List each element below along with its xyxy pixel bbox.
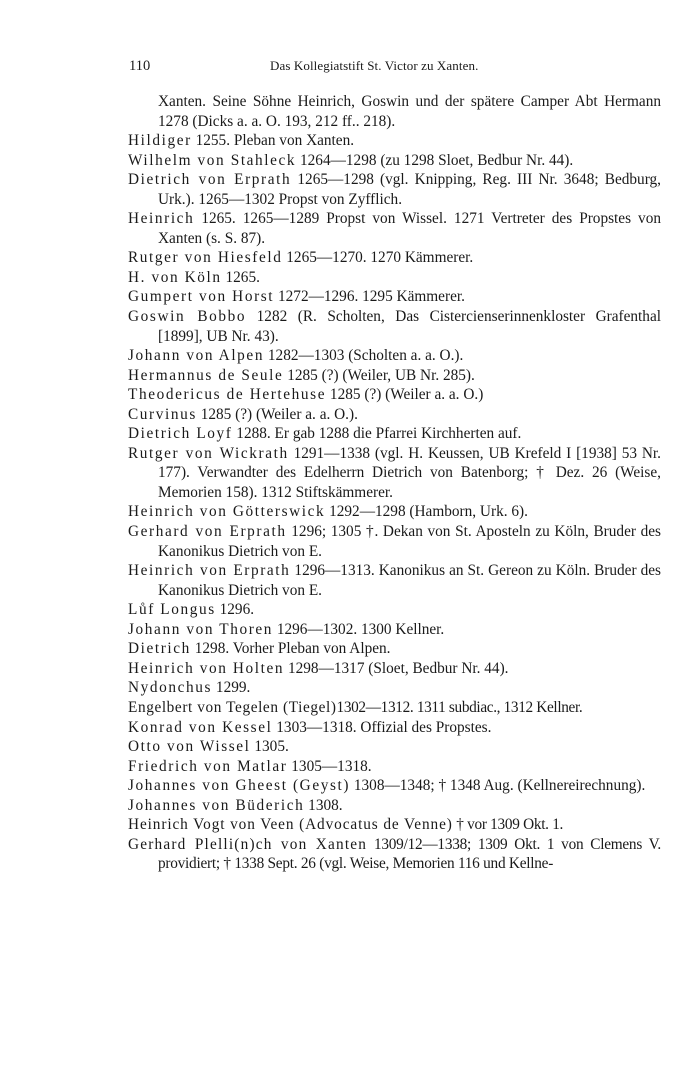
list-item <box>128 718 661 738</box>
list-item <box>128 835 661 874</box>
person-name: Dietrich von Erprath <box>128 171 292 189</box>
person-name: Johann von Alpen <box>128 347 265 365</box>
entry-text: 1305—1318. <box>287 757 372 775</box>
list-item <box>128 151 661 171</box>
list-item <box>128 502 661 522</box>
list-item <box>128 678 661 698</box>
list-item <box>128 639 661 659</box>
entry-text: 1285 (?) (Weiler, UB Nr. 285). <box>283 366 475 384</box>
entry-text: 1309/12—1338; 1309 Okt. 1 von Clemens V. providiert; † 1338 Sept. 26 (vgl. Weise, Memorien 116 und Kellne- <box>158 835 661 873</box>
entry-text: 1282—1303 (Scholten a. a. O.). <box>264 347 464 365</box>
entry-text: 1255. Pleban von Xanten. <box>191 132 355 150</box>
list-item <box>128 268 661 288</box>
list-item <box>128 522 661 561</box>
person-name: H. von Köln <box>128 268 222 286</box>
person-name: Heinrich von Götterswick <box>128 503 326 521</box>
person-name: Johannes von Büderich <box>128 796 305 814</box>
person-name: Gerhard Plelli(n)ch von Xanten <box>128 835 368 853</box>
entry-text: 1292—1298 (Hamborn, Urk. 6). <box>325 503 528 521</box>
page-number: 110 <box>129 58 151 74</box>
list-item <box>128 659 661 679</box>
entry-text: 1265. 1265—1289 Propst von Wissel. 1271 Vertreter des Propstes von Xanten (s. S. 87). <box>158 210 661 247</box>
person-name: Johannes von Gheest (Geyst) <box>128 777 351 795</box>
running-title: Das Kollegiatstift St. Victor zu Xanten. <box>270 58 479 73</box>
entry-text: 1296—1313. Kanonikus an St. Gereon zu Köln. Bruder des Kanonikus Dietrich von E. <box>158 562 661 599</box>
entry-text: 1296—1302. 1300 Kellner. <box>273 620 445 638</box>
list-item <box>128 600 661 620</box>
entry-text: 1305. <box>250 738 289 756</box>
entry-text: 1308—1348; † 1348 Aug. (Kellnereirechnung). <box>350 777 646 795</box>
entry-text: 1298. Vorher Pleban von Alpen. <box>190 640 391 658</box>
person-name: Dietrich <box>128 640 191 658</box>
person-name: Dietrich Loyf <box>128 425 233 443</box>
entry-text: 1302—1312. 1311 subdiac., 1312 Kellner. <box>336 698 583 716</box>
canon-list <box>128 92 661 874</box>
list-item <box>128 444 661 503</box>
entry-text: 1298—1317 (Sloet, Bedbur Nr. 44). <box>284 659 509 677</box>
list-item <box>128 796 661 816</box>
person-name: Friedrich von Matlar <box>128 757 288 775</box>
entry-text: 1285 (?) (Weiler a. a. O.). <box>196 405 358 423</box>
person-name: Rutger von Hiesfeld <box>128 249 283 267</box>
entry-text: Xanten. Seine Söhne Heinrich, Goswin und der spätere Camper Abt Hermann 1278 (Dicks a. a. O. 193, 212 ff.. 218). <box>158 93 661 130</box>
entry-text: 1265—1270. 1270 Kämmerer. <box>282 249 474 267</box>
person-name: Konrad von Kessel <box>128 718 273 736</box>
list-item <box>128 170 661 209</box>
list-item <box>128 346 661 366</box>
entry-text: 1291—1338 (vgl. H. Keussen, UB Krefeld I [1938] 53 Nr. 177). Verwandter des Edelherrn Dietrich von Batenborg; † Dez. 26 (Weise, Memorien 158). 1312 Stiftskämmerer. <box>158 444 661 501</box>
entry-text: 1299. <box>212 679 251 697</box>
entry-text: 1308. <box>304 796 343 814</box>
person-name: Curvinus <box>128 405 197 423</box>
list-item <box>128 307 661 346</box>
person-name: Wilhelm von Stahleck <box>128 151 297 169</box>
person-name: Rutger von Wickrath <box>128 444 289 462</box>
entry-text: 1265—1298 (vgl. Knipping, Reg. III Nr. 3648; Bedburg, Urk.). 1265—1302 Propst von Zyfflich. <box>158 171 661 208</box>
list-item <box>128 757 661 777</box>
entry-text: 1288. Er gab 1288 die Pfarrei Kirchherten auf. <box>232 425 522 443</box>
person-name: Hildiger <box>128 132 192 150</box>
list-item <box>128 424 661 444</box>
list-item <box>128 287 661 307</box>
list-item <box>128 815 661 835</box>
list-item <box>128 131 661 151</box>
list-item <box>128 698 661 718</box>
entry-text: 1265. <box>221 268 260 286</box>
continued-entry <box>128 92 661 131</box>
person-name: Gerhard von Erprath <box>128 523 287 541</box>
person-name: Lůf Longus <box>128 601 216 619</box>
person-name: Nydonchus <box>128 679 213 697</box>
list-item <box>128 366 661 386</box>
list-item <box>128 405 661 425</box>
entry-text: 1296. <box>215 601 255 619</box>
list-item <box>128 561 661 600</box>
person-name: Engelbert von Tegelen (Tiegel) <box>128 698 337 716</box>
person-name: Heinrich von Holten <box>128 659 285 677</box>
person-name: Theodericus de Hertehuse <box>128 386 327 404</box>
person-name: Hermannus de Seule <box>128 366 284 384</box>
entry-text: 1303—1318. Offizial des Propstes. <box>272 718 492 736</box>
person-name: Otto von Wissel <box>128 738 251 756</box>
entry-text: 1296; 1305 †. Dekan von St. Aposteln zu Köln, Bruder des Kanonikus Dietrich von E. <box>158 523 661 560</box>
page-header <box>129 58 659 78</box>
person-name: Johann von Thoren <box>128 620 274 638</box>
list-item <box>128 737 661 757</box>
list-item <box>128 209 661 248</box>
person-name: Goswin Bobbo <box>128 308 247 326</box>
person-name: Gumpert von Horst <box>128 288 275 306</box>
entry-text: 1264—1298 (zu 1298 Sloet, Bedbur Nr. 44). <box>296 151 574 169</box>
entry-text: † vor 1309 Okt. 1. <box>452 816 564 834</box>
list-item <box>128 248 661 268</box>
entry-text: 1282 (R. Scholten, Das Cistercienserinnenkloster Grafenthal [1899], UB Nr. 43). <box>158 308 661 345</box>
person-name: Heinrich Vogt von Veen (Advocatus de Venne) <box>128 816 453 834</box>
entry-text: 1285 (?) (Weiler a. a. O.) <box>326 386 484 404</box>
person-name: Heinrich <box>128 210 195 228</box>
person-name: Heinrich von Erprath <box>128 562 291 580</box>
list-item <box>128 385 661 405</box>
list-item <box>128 776 661 796</box>
list-item <box>128 620 661 640</box>
entry-text: 1272—1296. 1295 Kämmerer. <box>274 288 465 306</box>
